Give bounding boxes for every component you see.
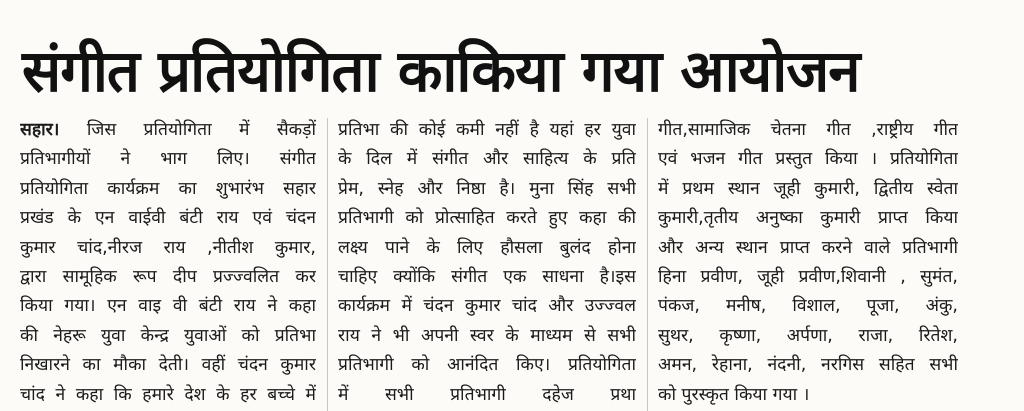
article-line: चांद ने कहा कि हमारे देश के हर बच्चे में (20, 384, 316, 405)
article-line: एवं भजन गीत प्रस्तुत किया । प्रतियोगिता (658, 149, 958, 170)
article-line: सुथर, कृष्णा, अर्पणा, राजा, रितेश, (658, 325, 958, 346)
article-line: प्रतिभागीयों ने भाग लिए। संगीत (20, 149, 316, 170)
article-line: प्रतिभागी को आनंदित किए। प्रतियोगिता (338, 355, 636, 376)
article-line: लक्ष्य पाने के लिए हौसला बुलंद होना (338, 237, 636, 258)
article-line: हिना प्रवीण, जूही प्रवीण,शिवानी , सुमंत, (658, 266, 958, 287)
article-line: और अन्य स्थान प्राप्त करने वाले प्रतिभागी (658, 237, 958, 258)
headline: संगीत प्रतियोगिता काकिया गया आयोजन (22, 37, 860, 105)
article-line: में सभी प्रतिभागी दहेज प्रथा (338, 384, 636, 405)
article-line: द्वारा सामूहिक रूप दीप प्रज्ज्वलित कर (20, 266, 316, 287)
article-line: प्रतिभागी को प्रोत्साहित करते हुए कहा की (338, 208, 636, 229)
article-line: किया गया। एन वाइ वी बंटी राय ने कहा (20, 296, 316, 317)
column-divider (647, 118, 648, 411)
article-column-1 (20, 116, 316, 411)
article-line: निखारने का मौका देती। वहीं चंदन कुमार (20, 355, 316, 376)
article-line: चाहिए क्योंकि संगीत एक साधना है।इस (338, 266, 636, 287)
article-line: पंकज, मनीष, विशाल, पूजा, अंकु, (658, 296, 958, 317)
article-line: प्रतियोगिता कार्यक्रम का शुभारंभ सहार (20, 178, 316, 199)
article-line: प्रेम, स्नेह और निष्ठा है। मुना सिंह सभी (338, 178, 636, 199)
article-line: अमन, रेहाना, नंदनी, नरगिस सहित सभी (658, 355, 958, 376)
article-line: में प्रथम स्थान जूही कुमारी, द्वितीय स्वेता (658, 178, 958, 199)
article-line: राय ने भी अपनी स्वर के माध्यम से सभी (338, 325, 636, 346)
article-line: कुमारी,तृतीय अनुष्का कुमारी प्राप्त किया (658, 208, 958, 229)
article-line: कुमार चांद,नीरज राय ,नीतीश कुमार, (20, 237, 316, 258)
article-line: की नेहरू युवा केन्द्र युवाओं को प्रतिभा (20, 325, 316, 346)
article-line: के दिल में संगीत और साहित्य के प्रति (338, 149, 636, 170)
article-line (20, 116, 316, 145)
article-line: कार्यक्रम में चंदन कुमार चांद और उज्ज्वल (338, 296, 636, 317)
article-line: प्रतिभा की कोई कमी नहीं है यहां हर युवा (338, 120, 636, 140)
article-column-3 (658, 116, 958, 411)
column-divider (327, 118, 328, 411)
article-line: प्रखंड के एन वाईवी बंटी राय एवं चंदन (20, 208, 316, 229)
article-line: गीत,सामाजिक चेतना गीत ,राष्ट्रीय गीत (658, 120, 958, 140)
article-line: को पुरस्कृत किया गया । (658, 384, 810, 405)
article-column-2 (338, 116, 636, 411)
article-text: जिस प्रतियोगिता में सैकड़ों (59, 120, 316, 140)
dateline: सहार। (20, 120, 60, 140)
